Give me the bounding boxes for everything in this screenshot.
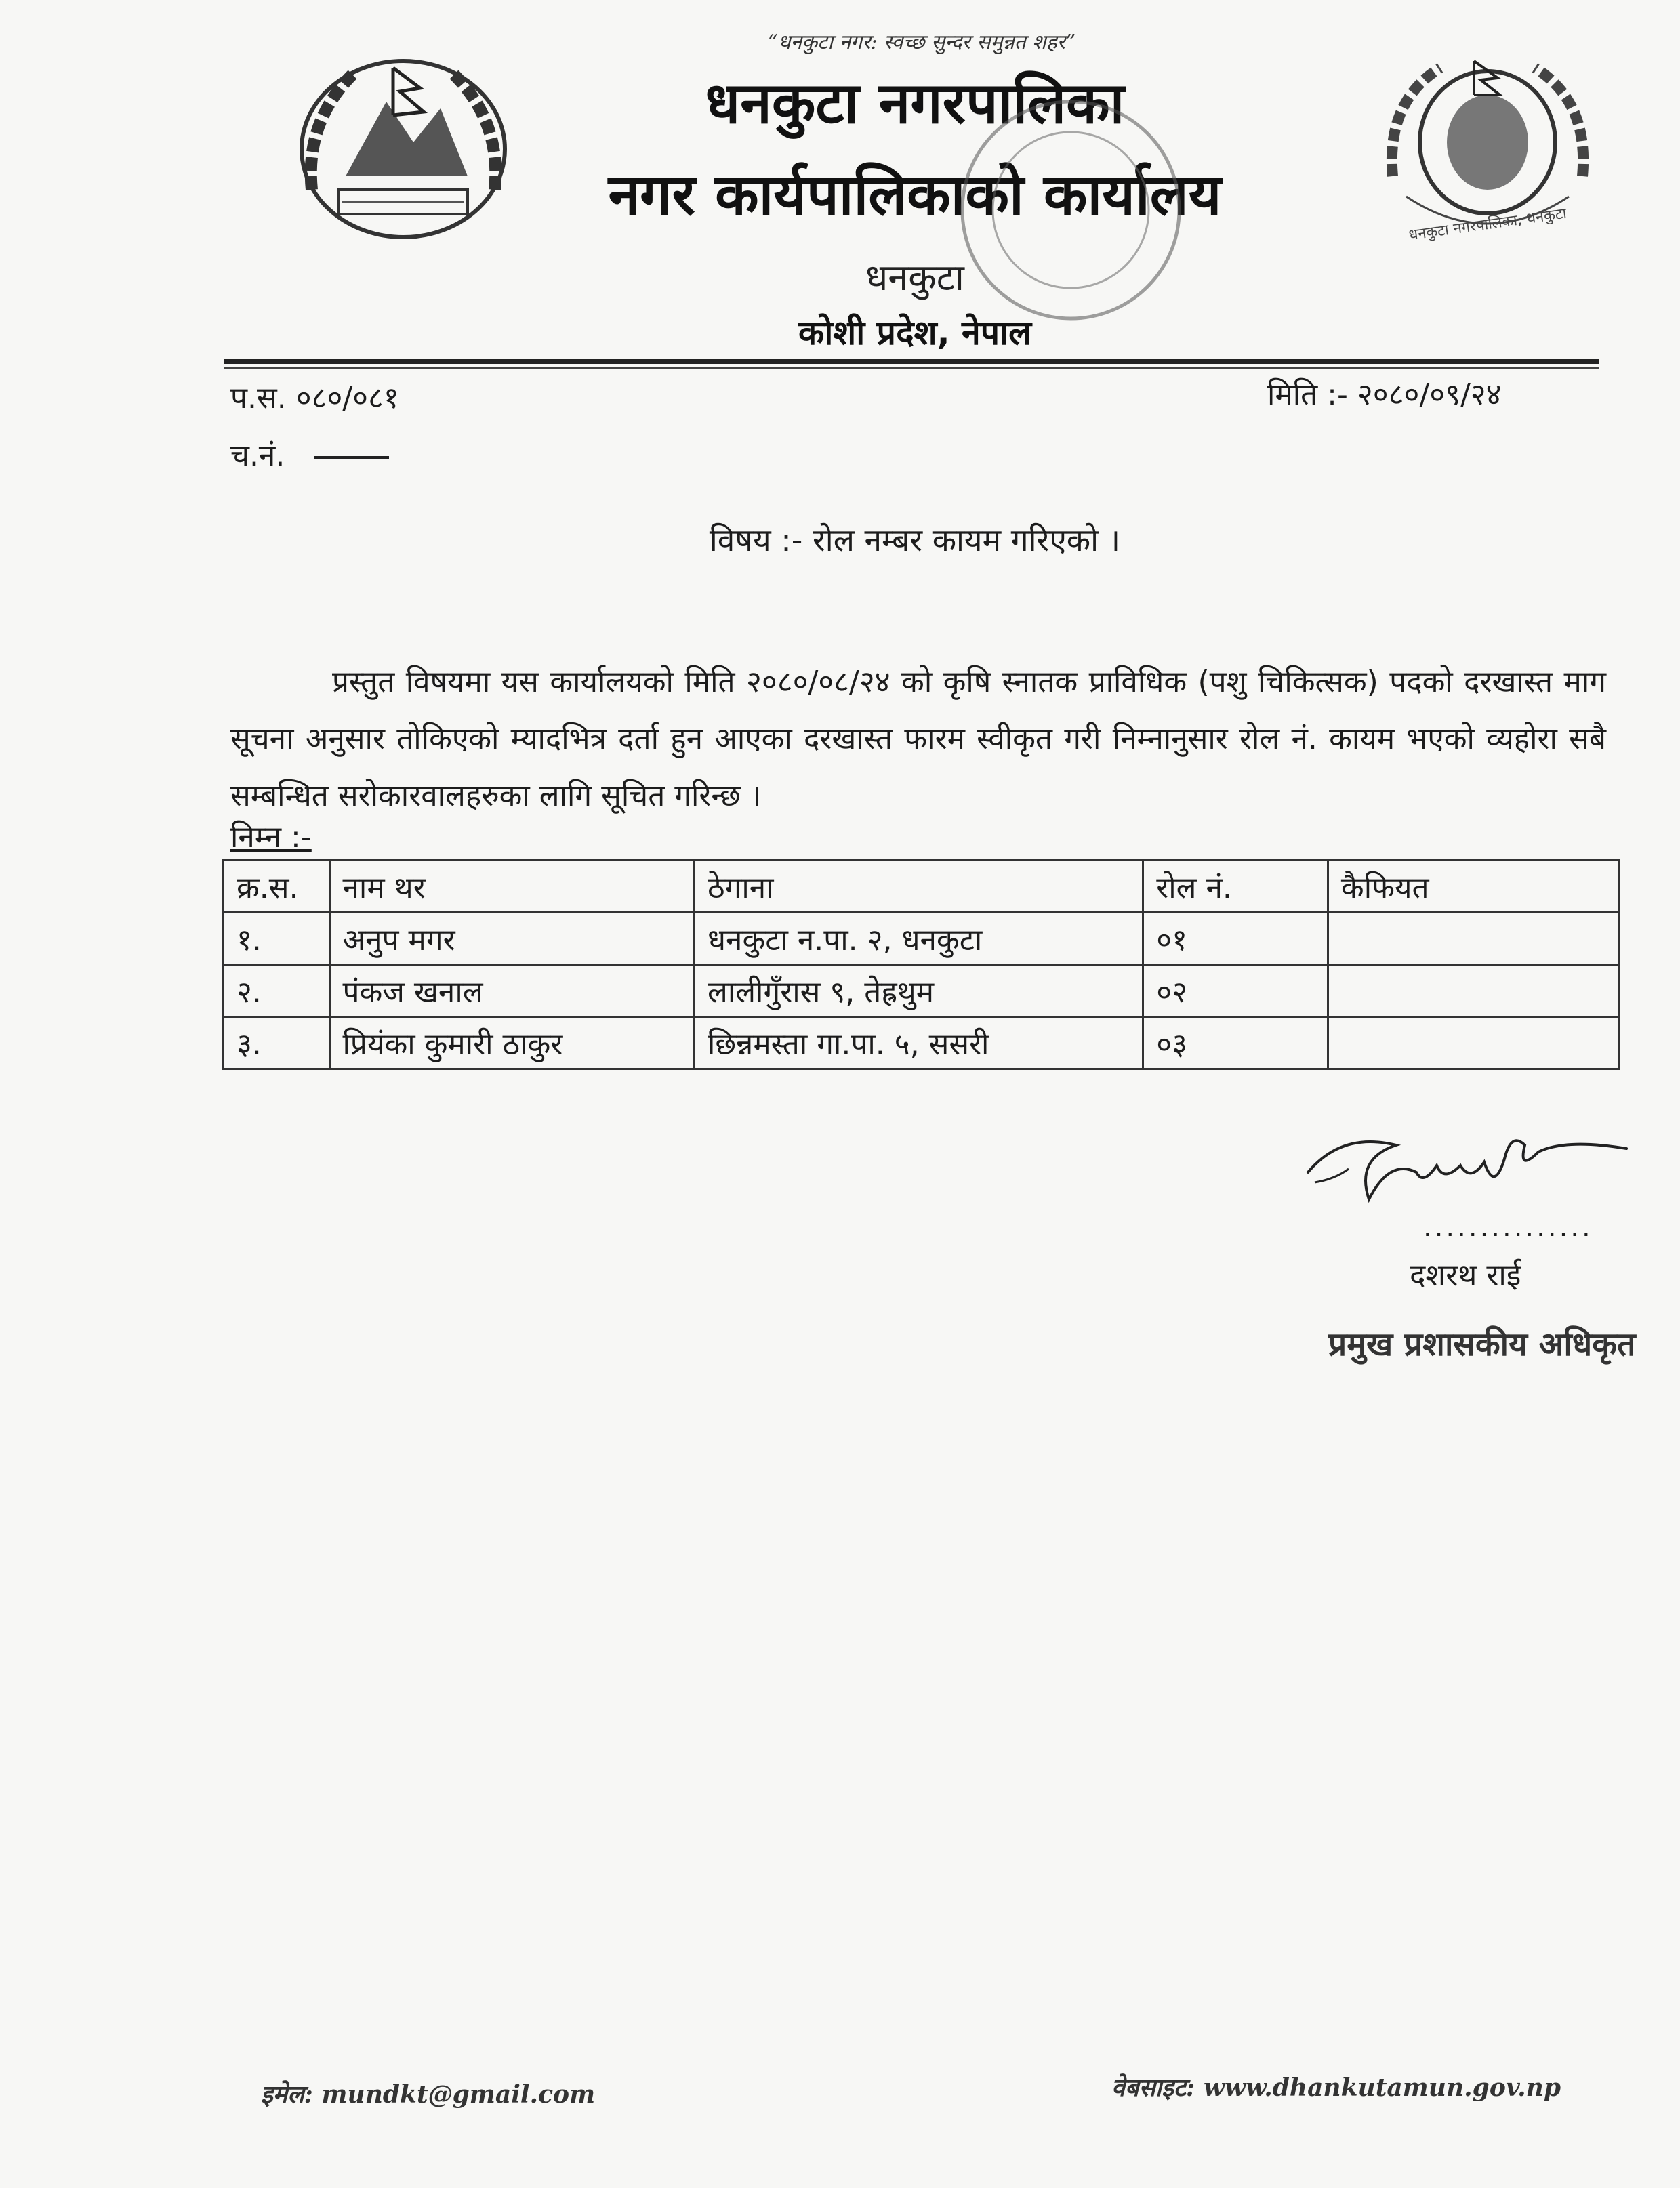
header-rule-thin [224, 367, 1599, 369]
header-address: ठेगाना [695, 861, 1143, 913]
footer-email: इमेल: mundkt@gmail.com [261, 2080, 596, 2109]
header-remarks: कैफियत [1328, 861, 1618, 913]
cell-name: अनुप मगर [329, 913, 695, 965]
letter-date: मिति :- २०८०/०९/२४ [1267, 377, 1502, 412]
signature-icon [1301, 1118, 1640, 1220]
cell-address: लालीगुँरास ९, तेह्रथुम [695, 965, 1143, 1017]
seal-caption: धनकुटा नगरपालिका, धनकुटा [1408, 205, 1568, 245]
table-row [224, 913, 1619, 965]
cell-address: छिन्नमस्ता गा.पा. ५, ससरी [695, 1017, 1143, 1069]
dispatch-dash [314, 456, 389, 459]
office-name: नगर कार्यपालिकाको कार्यालय [608, 161, 1222, 228]
province-name: कोशी प्रदेश, नेपाल [798, 313, 1032, 352]
cell-name: पंकज खनाल [329, 965, 695, 1017]
district-name: धनकुटा [865, 256, 964, 299]
cell-roll: ०२ [1143, 965, 1328, 1017]
nepal-emblem-icon [291, 41, 515, 251]
dispatch-number [230, 434, 389, 474]
cell-remarks [1328, 1017, 1618, 1069]
cell-roll: ०३ [1143, 1017, 1328, 1069]
office-stamp-icon [949, 88, 1193, 332]
subject-line: विषय :- रोल नम्बर कायम गरिएको । [709, 522, 1121, 558]
header-roll: रोल नं. [1143, 861, 1328, 913]
cell-roll: ०१ [1143, 913, 1328, 965]
table-row [224, 965, 1619, 1017]
header-name: नाम थर [329, 861, 695, 913]
cell-name: प्रियंका कुमारी ठाकुर [329, 1017, 695, 1069]
signature-dots: ............... [1423, 1212, 1593, 1243]
cell-sn: ३. [224, 1017, 330, 1069]
reference-number: प.स. ०८०/०८१ [230, 381, 399, 415]
cell-sn: २. [224, 965, 330, 1017]
dispatch-label: च.नं. [230, 438, 285, 473]
table-header-row [224, 861, 1619, 913]
cell-sn: १. [224, 913, 330, 965]
cell-remarks [1328, 965, 1618, 1017]
cell-address: धनकुटा न.पा. २, धनकुटा [695, 913, 1143, 965]
signatory-title: प्रमुख प्रशासकीय अधिकृत [1328, 1325, 1636, 1363]
org-name: धनकुटा नगरपालिका [705, 69, 1125, 136]
body-paragraph: प्रस्तुत विषयमा यस कार्यालयको मिति २०८०/०८/२४ को कृषि स्नातक प्राविधिक (पशु चिकित्सक) पदको दरखास्त माग सूचना अनुसार तोकिएको म्यादभित्र दर्ता हुन आएका दरखास्त फारम स्वीकृत गरी निम्नानुसार रोल नं. कायम भएको व्यहोरा सबै सम्बन्धित सरोकारवालहरुका लागि सूचित गरिन्छ । [230, 665, 1606, 813]
list-label: निम्न :- [230, 820, 312, 854]
motto: “धनकुटा नगर: स्वच्छ सुन्दर समुन्नत शहर” [767, 30, 1076, 54]
footer-website: वेबसाइट: www.dhankutamun.gov.np [1111, 2073, 1561, 2102]
table-row [224, 1017, 1619, 1069]
signatory-name: दशरथ राई [1410, 1258, 1521, 1293]
header-rule [224, 359, 1599, 364]
roll-number-table [222, 859, 1620, 1070]
header-sn: क्र.स. [224, 861, 330, 913]
cell-remarks [1328, 913, 1618, 965]
